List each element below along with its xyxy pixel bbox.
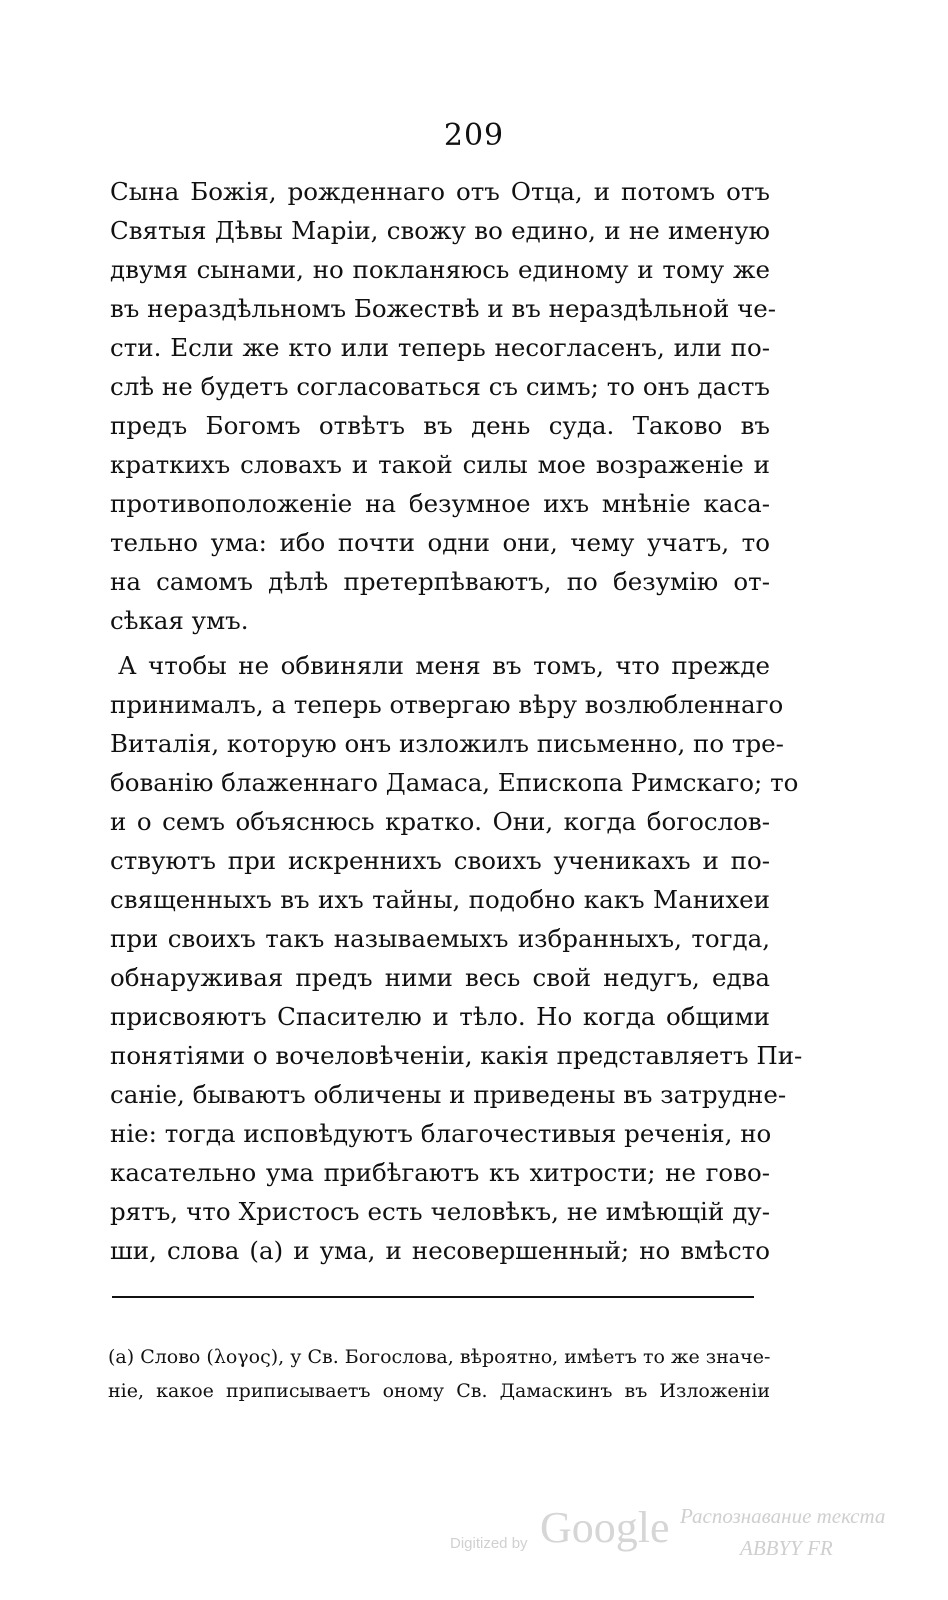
text-line: А чтобы не обвиняли меня въ томъ, что прежде (118, 651, 770, 680)
text-line: слѣ не будетъ согласоваться съ симъ; то онъ дастъ (110, 372, 770, 401)
digitized-by-watermark: Digitized by (450, 1535, 528, 1552)
text-line: на самомъ дѣлѣ претерпѣваютъ, по безумію от- (110, 567, 770, 596)
footnotes (108, 1340, 770, 1408)
text-line: противоположеніе на безумное ихъ мнѣніе каса- (110, 489, 770, 518)
page-number: 209 (443, 118, 505, 153)
text-line: двумя сынами, но покланяюсь единому и тому же (110, 255, 770, 284)
text-line: Виталія, которую онъ изложилъ письменно, по тре- (110, 729, 784, 758)
text-line: тельно ума: ибо почти одни они, чему учатъ, то (110, 528, 770, 557)
text-line: и о семъ объяснюсь кратко. Они, когда богослов- (110, 807, 770, 836)
text-line: въ нераздѣльномъ Божествѣ и въ нераздѣльной че- (110, 294, 777, 323)
text-line: священныхъ въ ихъ тайны, подобно какъ Манихеи (110, 885, 770, 914)
text-line: понятіями о вочеловѣченіи, какія представляетъ Пи- (110, 1041, 803, 1070)
text-line: ши, слова (а) и ума, и несовершенный; но вмѣсто (110, 1236, 770, 1265)
text-line: сѣкая умъ. (110, 606, 249, 635)
footnote-line: ніе, какое приписываетъ оному Св. Дамаскинъ въ Изложеніи (108, 1380, 770, 1402)
text-line: касательно ума прибѣгаютъ къ хитрости; не гово- (110, 1158, 770, 1187)
google-watermark: Google (540, 1503, 670, 1552)
text-line: сти. Если же кто или теперь несогласенъ, или по- (110, 333, 770, 362)
text-line: обнаруживая предъ ними весь свой недугъ, едва (110, 963, 770, 992)
text-line: краткихъ словахъ и такой силы мое возраженіе и (110, 450, 770, 479)
text-line: присвояютъ Спасителю и тѣло. Но когда общими (110, 1002, 770, 1031)
text-line: рятъ, что Христосъ есть человѣкъ, не имѣющій ду- (110, 1197, 770, 1226)
text-line: при своихъ такъ называемыхъ избранныхъ, тогда, (110, 924, 770, 953)
text-line: бованію блаженнаго Дамаса, Епископа Римскаго; то (110, 768, 799, 797)
text-line: предъ Богомъ отвѣтъ въ день суда. Таково въ (110, 411, 770, 440)
ocr-watermark (680, 1500, 885, 1564)
text-line: ніе: тогда исповѣдуютъ благочестивыя реченія, но (110, 1119, 772, 1148)
text-line: Сына Божія, рожденнаго отъ Отца, и потомъ отъ (110, 177, 770, 206)
main-text (110, 172, 803, 1270)
ocr-watermark-line: ABBYY FR (740, 1536, 833, 1560)
text-line: Святыя Дѣвы Маріи, свожу во едино, и не именую (110, 216, 770, 245)
footnote-line: (а) Слово (λογος), у Св. Богослова, вѣроятно, имѣетъ то же значе- (108, 1346, 771, 1368)
ocr-watermark-line: Распознавание текста (680, 1504, 886, 1528)
text-line: саніе, бываютъ обличены и приведены въ затрудне- (110, 1080, 787, 1109)
text-line: ствуютъ при искреннихъ своихъ ученикахъ и по- (110, 846, 770, 875)
text-line: принималъ, а теперь отвергаю вѣру возлюбленнаго (110, 690, 784, 719)
footnote-divider (112, 1296, 754, 1298)
